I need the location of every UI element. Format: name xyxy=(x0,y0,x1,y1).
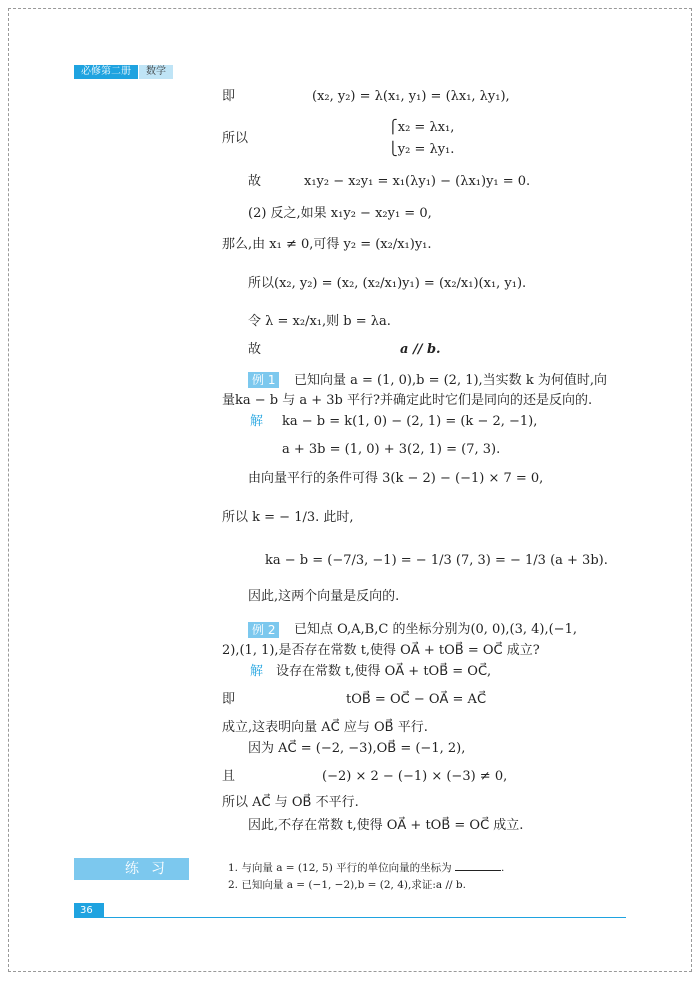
line-label: 所以 xyxy=(222,131,249,146)
solution-label: 解 xyxy=(250,414,264,429)
solution-line: 因为 AC⃗ = (−2, −3),OB⃗ = (−1, 2), xyxy=(248,741,466,756)
practice-heading: 练习 xyxy=(74,858,189,880)
equation: ⎩y₂ = λy₁. xyxy=(388,142,455,157)
solution-line: 设存在常数 t,使得 OA⃗ + tOB⃗ = OC⃗, xyxy=(276,664,492,679)
answer-blank xyxy=(455,860,501,871)
equation: x₁y₂ − x₂y₁ = x₁(λy₁) − (λx₁)y₁ = 0. xyxy=(304,174,531,189)
solution-line: 所以 AC⃗ 与 OB⃗ 不平行. xyxy=(222,795,359,810)
practice-item-text: 1. 与向量 a = (12, 5) 平行的单位向量的坐标为 xyxy=(228,862,452,874)
solution-line: 成立,这表明向量 AC⃗ 应与 OB⃗ 平行. xyxy=(222,720,428,735)
line-label: 即 xyxy=(222,692,236,707)
line-label: 即 xyxy=(222,89,236,104)
example-2-tag: 例 2 xyxy=(248,622,279,638)
example-1-question: 已知向量 a = (1, 0),b = (2, 1),当实数 k 为何值时,向 xyxy=(294,373,607,388)
practice-item-1 xyxy=(228,860,504,876)
subject-label: 数学 xyxy=(139,65,173,79)
solution-line: ka − b = k(1, 0) − (2, 1) = (k − 2, −1), xyxy=(282,414,538,429)
solution-line: 所以 k = − 1/3. 此时, xyxy=(222,510,354,525)
example-1-tag: 例 1 xyxy=(248,372,279,388)
solution-line: a + 3b = (1, 0) + 3(2, 1) = (7, 3). xyxy=(282,442,501,457)
line-label: 且 xyxy=(222,769,236,784)
example-1-question: 量ka − b 与 a + 3b 平行?并确定此时它们是同向的还是反向的. xyxy=(222,393,593,408)
solution-line: (−2) × 2 − (−1) × (−3) ≠ 0, xyxy=(322,769,508,784)
practice-item-2: 2. 已知向量 a = (−1, −2),b = (2, 4),求证:a // b. xyxy=(228,879,466,891)
footer-rule xyxy=(104,917,626,918)
equation: a // b. xyxy=(400,342,441,357)
solution-line: tOB⃗ = OC⃗ − OA⃗ = AC⃗ xyxy=(346,692,487,707)
page-number: 36 xyxy=(74,903,104,918)
text-line: 所以(x₂, y₂) = (x₂, (x₂/x₁)y₁) = (x₂/x₁)(x₁, y₁). xyxy=(248,276,527,291)
solution-line: ka − b = (−7/3, −1) = − 1/3 (7, 3) = − 1/3 (a + 3b). xyxy=(265,553,608,568)
book-label: 必修第二册 xyxy=(74,65,138,79)
example-2-question: 已知点 O,A,B,C 的坐标分别为(0, 0),(3, 4),(−1, xyxy=(294,622,577,637)
text-line: 令 λ = x₂/x₁,则 b = λa. xyxy=(248,314,391,329)
solution-line: 因此,这两个向量是反向的. xyxy=(248,589,400,604)
period: . xyxy=(501,862,505,874)
text-line: 那么,由 x₁ ≠ 0,可得 y₂ = (x₂/x₁)y₁. xyxy=(222,237,432,252)
text-line: (2) 反之,如果 x₁y₂ − x₂y₁ = 0, xyxy=(248,206,432,221)
line-label: 故 xyxy=(248,174,262,189)
equation: ⎧x₂ = λx₁, xyxy=(388,120,455,135)
solution-line: 由向量平行的条件可得 3(k − 2) − (−1) × 7 = 0, xyxy=(248,471,544,486)
solution-line: 因此,不存在常数 t,使得 OA⃗ + tOB⃗ = OC⃗ 成立. xyxy=(248,818,524,833)
solution-label: 解 xyxy=(250,664,264,679)
example-2-question: 2),(1, 1),是否存在常数 t,使得 OA⃗ + tOB⃗ = OC⃗ 成立? xyxy=(222,643,540,658)
line-label: 故 xyxy=(248,342,262,357)
equation: (x₂, y₂) = λ(x₁, y₁) = (λx₁, λy₁), xyxy=(312,89,510,104)
